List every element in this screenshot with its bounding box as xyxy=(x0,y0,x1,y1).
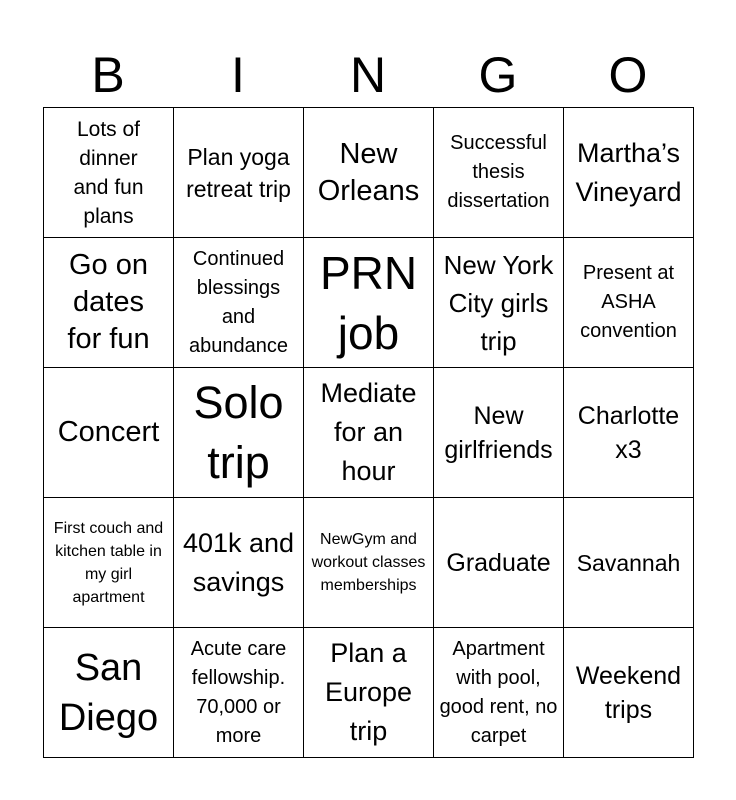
bingo-cell[interactable] xyxy=(174,628,304,758)
cell-text: PRN job xyxy=(319,246,418,359)
bingo-cell[interactable] xyxy=(564,498,694,628)
bingo-cell[interactable] xyxy=(304,628,434,758)
cell-text: Lots of dinner and fun plans xyxy=(73,117,144,228)
cell-text: Martha’s Vineyard xyxy=(575,137,682,207)
cell-text: First couch and kitchen table in my girl apartment xyxy=(53,519,164,606)
bingo-cell[interactable] xyxy=(434,368,564,498)
header-letter-n: N xyxy=(349,47,387,103)
cell-text: Go on dates for fun xyxy=(67,249,150,355)
header-letter-i: I xyxy=(231,47,245,103)
bingo-cell[interactable] xyxy=(564,108,694,238)
bingo-cell[interactable] xyxy=(44,368,174,498)
bingo-cell[interactable] xyxy=(44,498,174,628)
cell-text: Present at ASHA convention xyxy=(580,262,677,342)
cell-text: Charlotte x3 xyxy=(577,401,680,464)
bingo-cell[interactable] xyxy=(304,108,434,238)
bingo-board xyxy=(43,107,694,758)
bingo-cell[interactable] xyxy=(304,238,434,368)
bingo-header xyxy=(43,44,693,106)
bingo-cell[interactable] xyxy=(174,498,304,628)
bingo-cell[interactable] xyxy=(304,498,434,628)
bingo-cell[interactable] xyxy=(174,108,304,238)
bingo-cell[interactable] xyxy=(564,628,694,758)
cell-text: Successful thesis dissertation xyxy=(447,132,550,212)
bingo-cell[interactable] xyxy=(434,108,564,238)
cell-text: New girlfriends xyxy=(444,401,553,464)
cell-text: Plan yoga retreat trip xyxy=(186,143,291,202)
bingo-cell[interactable] xyxy=(564,368,694,498)
cell-text: Plan a Europe trip xyxy=(324,638,413,746)
cell-text: Continued blessings and abundance xyxy=(189,247,288,357)
bingo-cell[interactable] xyxy=(564,238,694,368)
bingo-cell[interactable] xyxy=(174,368,304,498)
cell-text: New Orleans xyxy=(317,137,420,207)
bingo-cell[interactable] xyxy=(434,238,564,368)
bingo-cell[interactable] xyxy=(304,368,434,498)
bingo-cell[interactable] xyxy=(44,628,174,758)
cell-text: Acute care fellowship. 70,000 or more xyxy=(190,637,287,747)
bingo-cell[interactable] xyxy=(44,238,174,368)
cell-text: Solo trip xyxy=(193,376,284,488)
bingo-cell[interactable] xyxy=(434,628,564,758)
cell-text: NewGym and workout classes memberships xyxy=(311,531,426,594)
header-letter-o: O xyxy=(608,47,648,103)
cell-text: Concert xyxy=(57,416,160,448)
cell-text: Mediate for an hour xyxy=(320,378,417,486)
cell-text: Weekend trips xyxy=(575,661,682,724)
cell-text: 401k and savings xyxy=(182,527,295,597)
bingo-cell[interactable] xyxy=(44,108,174,238)
header-letter-g: G xyxy=(478,47,518,103)
cell-text: San Diego xyxy=(58,646,159,739)
cell-text: New York City girls trip xyxy=(443,249,554,356)
bingo-cell[interactable] xyxy=(434,498,564,628)
cell-text: Savannah xyxy=(576,549,681,576)
cell-text: Graduate xyxy=(446,548,551,577)
bingo-cell[interactable] xyxy=(174,238,304,368)
cell-text: Apartment with pool, good rent, no carpet xyxy=(439,637,558,747)
header-letter-b: B xyxy=(91,47,125,103)
